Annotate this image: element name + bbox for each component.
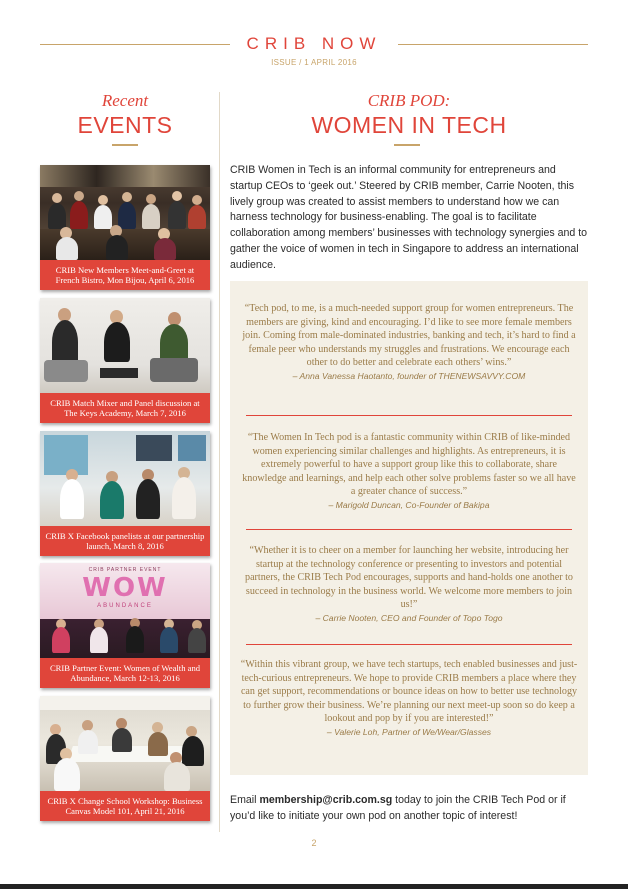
event-caption-4: CRIB Partner Event: Women of Wealth and Abundance, March 12-13, 2016 xyxy=(40,658,210,688)
event-photo-3 xyxy=(40,431,210,526)
event-caption-3: CRIB X Facebook panelists at our partnership launch, March 8, 2016 xyxy=(40,526,210,556)
event-caption-2: CRIB Match Mixer and Panel discussion at The Keys Academy, March 7, 2016 xyxy=(40,393,210,423)
testimonial-1-attribution: – Anna Vanessa Haotanto, founder of THENEWSAVVY.COM xyxy=(292,370,526,381)
masthead: CRIB NOW xyxy=(246,34,382,53)
testimonial-divider xyxy=(246,644,572,645)
testimonial-3 xyxy=(240,544,578,623)
banner-sub-text: ABUNDANCE xyxy=(97,603,153,609)
event-photo-2 xyxy=(40,298,210,393)
banner-logo-text: WOW xyxy=(82,573,168,603)
cta-prefix: Email xyxy=(230,794,260,806)
events-title-underline xyxy=(112,144,138,146)
testimonial-2-attribution: – Marigold Duncan, Co-Founder of Bakipa xyxy=(328,499,490,510)
event-card-5 xyxy=(40,696,210,821)
testimonial-4 xyxy=(240,658,578,737)
events-subtitle: Recent xyxy=(101,91,149,110)
testimonial-4-attribution: – Valerie Loh, Partner of We/Wear/Glasses xyxy=(326,726,492,737)
testimonial-3-attribution: – Carrie Nooten, CEO and Founder of Topo Togo xyxy=(315,612,503,623)
testimonial-1-text: “Tech pod, to me, is a much-needed support group for women entrepreneurs. The members are giving, kind and encouraging. I’d like to see more female members join. Coming from male-dominated industries, banking and tech, it’s hard to find a female peer who understands my struggles and frustrations. We encourage each other to do better and celebrate each others’ wins.” xyxy=(242,303,576,369)
pod-title: WOMEN IN TECH xyxy=(311,112,507,138)
event-card-2 xyxy=(40,298,210,423)
pod-subtitle: CRIB POD: xyxy=(367,91,451,110)
events-title: EVENTS xyxy=(77,112,173,138)
testimonial-3-text: “Whether it is to cheer on a member for launching her website, introducing her startup at the technology conference or presenting to investors and potential partners, the CRIB Tech Pod encourages, supports and hand-holds one another to succeed in technology in the business world. We welcome more members to join us!” xyxy=(245,545,573,611)
testimonial-2-text: “The Women In Tech pod is a fantastic community within CRIB of like-minded women experiencing similar challenges and highlights. As entrepreneurs, it is extremely powerful to have a support group like this to collaborate, share knowledge and learnings, and help each other solve problems faster so we all have a greater chance of success.” xyxy=(242,432,576,498)
header-rule-right xyxy=(398,44,588,45)
event-photo-4 xyxy=(40,563,210,658)
issue-date: ISSUE / 1 APRIL 2016 xyxy=(271,58,357,67)
page-bottom-edge xyxy=(0,884,628,889)
column-divider xyxy=(219,92,220,832)
testimonials-box xyxy=(230,281,588,775)
testimonial-2 xyxy=(240,431,578,510)
event-photo-5 xyxy=(40,696,210,791)
header-rule-left xyxy=(40,44,230,45)
membership-email-link[interactable]: membership@crib.com.sg xyxy=(259,794,393,806)
call-to-action xyxy=(230,793,588,825)
pod-title-underline xyxy=(394,144,420,146)
cta-suffix: today to join the CRIB Tech Pod or if you’d like to initiate your own pod on another topic of interest! xyxy=(230,794,566,822)
event-card-4 xyxy=(40,563,210,688)
event-card-1 xyxy=(40,165,210,290)
event-photo-1 xyxy=(40,165,210,260)
event-caption-5: CRIB X Change School Workshop: Business Canvas Model 101, April 21, 2016 xyxy=(40,791,210,821)
pod-intro-paragraph: CRIB Women in Tech is an informal community for entrepreneurs and startup CEOs to ‘geek out.’ Steered by CRIB member, Carrie Nooten, this lively group was created to assist members to understand how we can harness technology for business-enabling. The goal is to facilitate collaboration among members’ businesses with technology synergies and to gather the voice of women in tech in Singapore to address an international audience. xyxy=(230,164,588,271)
testimonial-divider xyxy=(246,529,572,530)
event-card-3 xyxy=(40,431,210,556)
page-number: 2 xyxy=(311,838,317,848)
testimonial-1 xyxy=(240,302,578,381)
banner-top-text: CRIB PARTNER EVENT xyxy=(88,567,162,573)
testimonial-divider xyxy=(246,415,572,416)
testimonial-4-text: “Within this vibrant group, we have tech startups, tech enabled businesses and just-tech-curious entrepreneurs. We hope to provide CRIB members a place where they can get support, recommendations or bounce ideas on how to better use technology to further grow their business. We’re planning our next meet-up soon so do keep a lookout and pop by if you are interested!” xyxy=(240,659,578,725)
event-caption-1: CRIB New Members Meet-and-Greet at French Bistro, Mon Bijou, April 6, 2016 xyxy=(40,260,210,290)
